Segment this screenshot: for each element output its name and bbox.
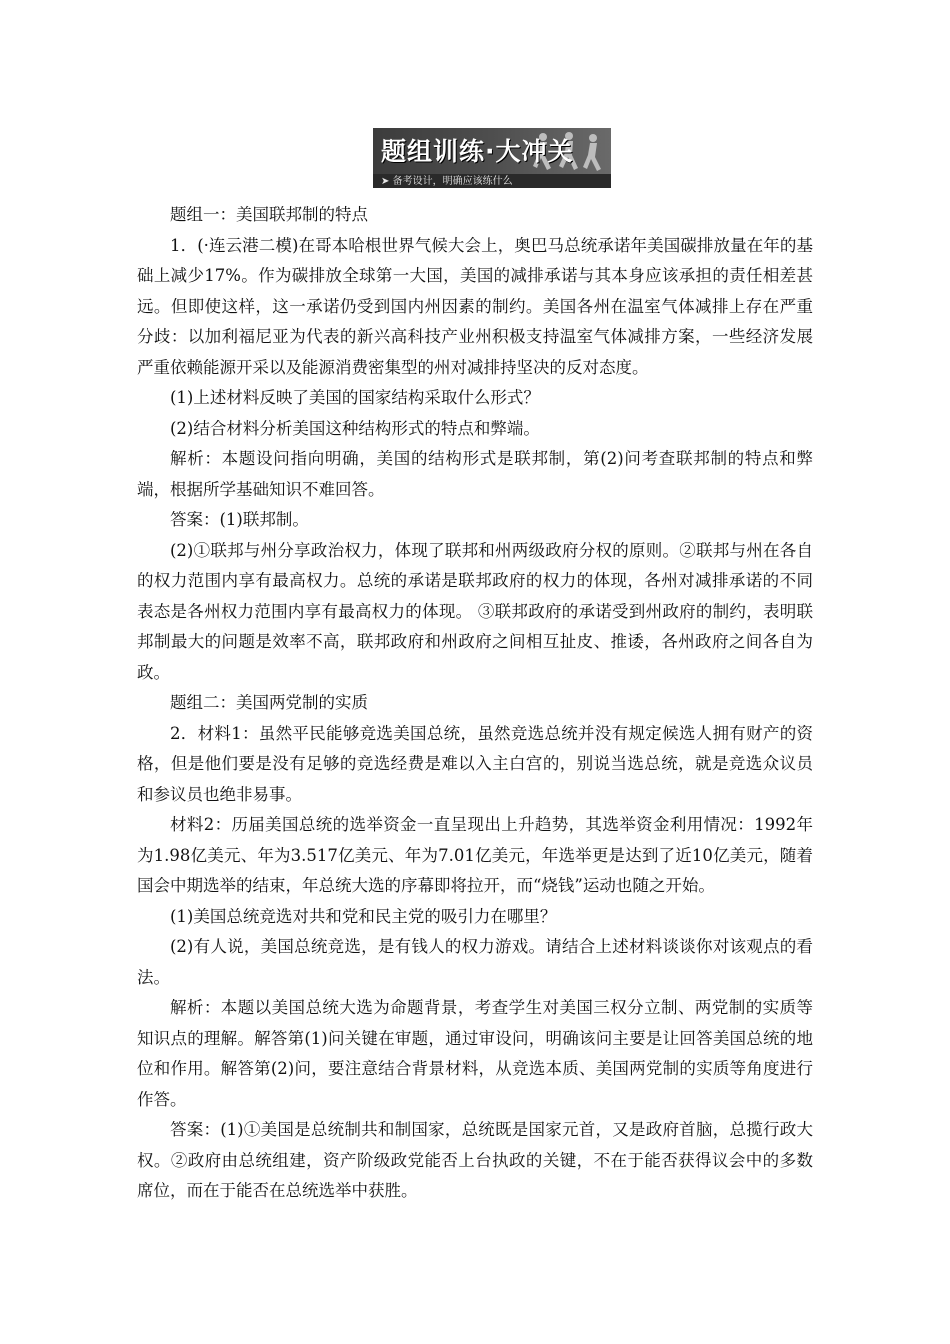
group-heading-1: 题组一：美国联邦制的特点 [170,205,368,224]
banner-subtitle [381,172,513,187]
banner-title: 题组训练·大冲关 [381,137,574,166]
document-body [137,200,813,1207]
question-1-material: 1．(·连云港二模)在哥本哈根世界气候大会上，奥巴马总统承诺年美国碳排放量在年的基础上减少17%。作为碳排放全球第一大国，美国的减排承诺与其本身应该承担的责任相差甚远。但即使这样，这一承诺仍受到国内州因素的制约。美国各州在温室气体减排上存在严重分歧：以加利福尼亚为代表的新兴高科技产业州积极支持温室气体减排方案，一些经济发展严重依赖能源开采以及能源消费密集型的州对减排持坚决的反对态度。 [137,235,813,377]
question-2-sub-2: (2)有人说，美国总统竞选，是有钱人的权力游戏。请结合上述材料谈谈你对该观点的看法。 [137,937,813,987]
question-2-material-1: 2．材料1：虽然平民能够竞选美国总统，虽然竞选总统并没有规定候选人拥有财产的资格，但是他们要是没有足够的竞选经费是难以入主白宫的，别说当选总统，就是竞选众议员和参议员也绝非易事。 [137,723,813,804]
question-1-analysis: 解析：本题设问指向明确，美国的结构形式是联邦制，第(2)问考查联邦制的特点和弊端，根据所学基础知识不难回答。 [137,449,813,499]
question-2-sub-1: (1)美国总统竞选对共和党和民主党的吸引力在哪里？ [170,906,557,926]
question-1-sub-1: (1)上述材料反映了美国的国家结构采取什么形式？ [170,388,540,407]
arrow-icon: ➤ [381,176,390,187]
section-banner [373,128,611,188]
question-1-answer-2: (2)①联邦与州分享政治权力，体现了联邦和州两级政府分权的原则。②联邦与州在各自的权力范围内享有最高权力。总统的承诺是联邦政府的权力的体现，各州对减排承诺的不同表态是各州权力范围内享有最高权力的体现。 ③联邦政府的承诺受到州政府的制约，表明联邦制最大的问题是效率不高，联邦政府和州政府之间相互扯皮、推诿，各州政府之间各自为政。 [137,540,813,682]
question-1-sub-2: (2)结合材料分析美国这种结构形式的特点和弊端。 [170,418,540,438]
question-2-analysis: 解析：本题以美国总统大选为命题背景，考查学生对美国三权分立制、两党制的实质等知识点的理解。解答第(1)问关键在审题，通过审设问，明确该问主要是让回答美国总统的地位和作用。解答第(2)问，要注意结合背景材料，从竞选本质、美国两党制的实质等角度进行作答。 [137,998,813,1109]
banner-subtitle-text: 备考设计，明确应该练什么 [392,176,513,187]
question-1-answer-1: 答案：(1)联邦制。 [170,510,309,529]
group-heading-2: 题组二：美国两党制的实质 [170,693,368,712]
question-2-answer: 答案：(1)①美国是总统制共和制国家，总统既是国家元首，又是政府首脑，总揽行政大权。②政府由总统组建，资产阶级政党能否上台执政的关键，不在于能否获得议会中的多数席位，而在于能否在总统选举中获胜。 [137,1120,813,1200]
question-2-material-2: 材料2：历届美国总统的选举资金一直呈现出上升趋势，其选举资金利用情况：1992年为1.98亿美元、年为3.517亿美元、年为7.01亿美元，年选举更是达到了近10亿美元，随着国会中期选举的结束，年总统大选的序幕即将拉开，而“烧钱”运动也随之开始。 [137,815,813,895]
